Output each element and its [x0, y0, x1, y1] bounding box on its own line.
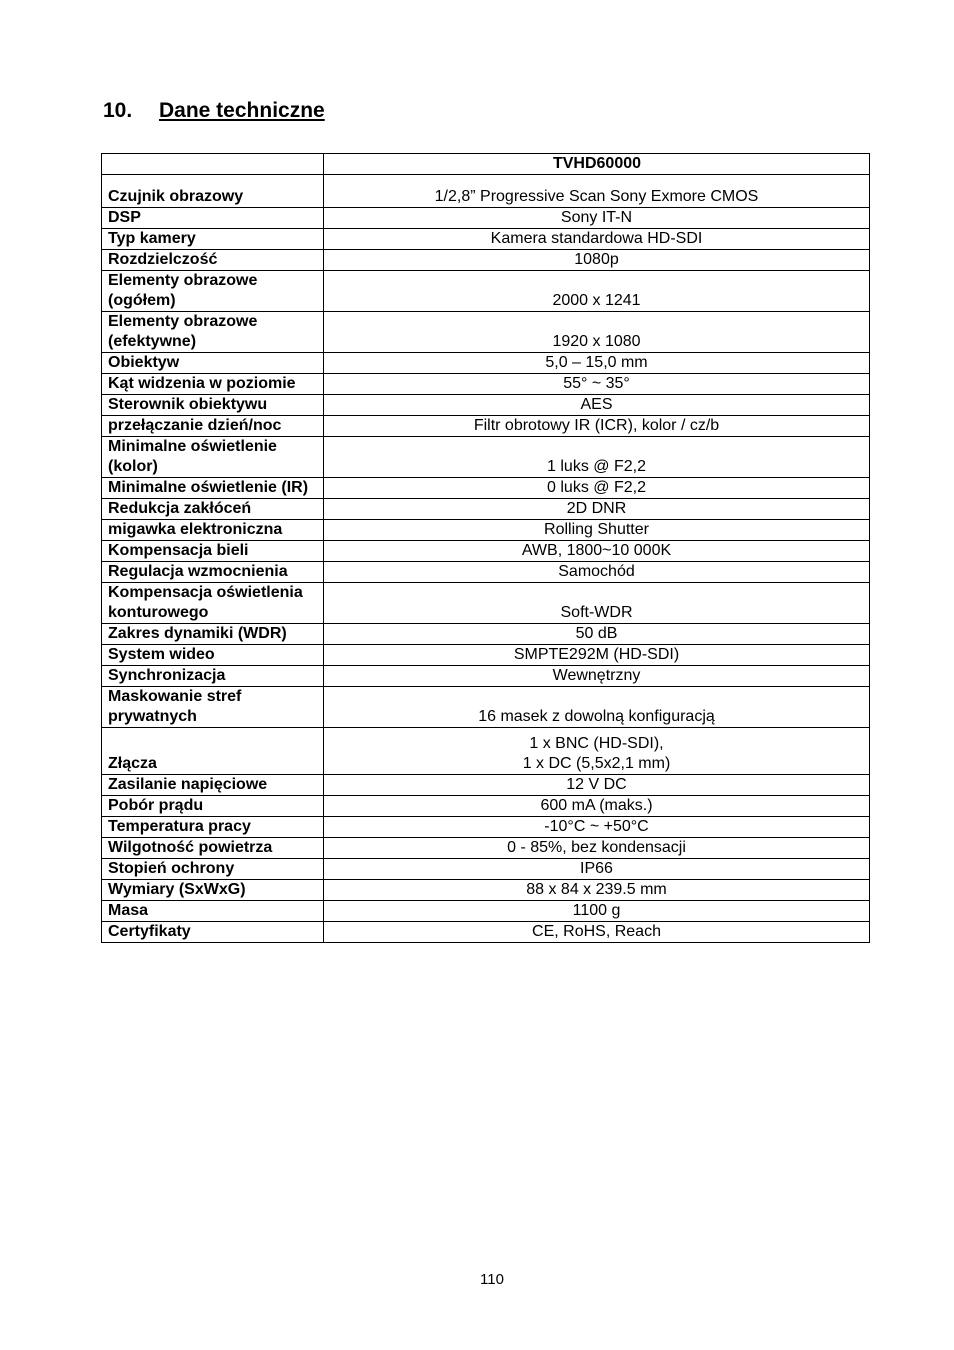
- spec-value: 5,0 – 15,0 mm: [324, 353, 870, 374]
- spec-value: Filtr obrotowy IR (ICR), kolor / cz/b: [324, 416, 870, 437]
- spec-label: przełączanie dzień/noc: [102, 416, 324, 437]
- header-label-cell: [102, 154, 324, 175]
- spec-label: Typ kamery: [102, 229, 324, 250]
- table-row: [102, 880, 870, 901]
- spec-value: 50 dB: [324, 624, 870, 645]
- table-row: [102, 312, 870, 353]
- spec-label: Kąt widzenia w poziomie: [102, 374, 324, 395]
- spec-value: Soft-WDR: [324, 583, 870, 624]
- table-row: [102, 817, 870, 838]
- table-row: [102, 229, 870, 250]
- table-row: [102, 728, 870, 775]
- spec-value: AES: [324, 395, 870, 416]
- spec-label: Złącza: [102, 728, 324, 775]
- spec-value: 12 V DC: [324, 775, 870, 796]
- spec-label: DSP: [102, 208, 324, 229]
- table-row: [102, 208, 870, 229]
- page-number: 110: [480, 1271, 504, 1288]
- table-header-row: [102, 154, 870, 175]
- table-row: [102, 520, 870, 541]
- table-row: [102, 271, 870, 312]
- table-row: [102, 416, 870, 437]
- table-row: [102, 478, 870, 499]
- spec-label: Sterownik obiektywu: [102, 395, 324, 416]
- spec-value: -10°C ~ +50°C: [324, 817, 870, 838]
- spec-value: 0 - 85%, bez kondensacji: [324, 838, 870, 859]
- specifications-table: [101, 153, 870, 943]
- specifications-body: [102, 175, 870, 943]
- table-row: [102, 499, 870, 520]
- table-row: [102, 562, 870, 583]
- spec-value: 1 luks @ F2,2: [324, 437, 870, 478]
- table-row: [102, 374, 870, 395]
- spec-label: System wideo: [102, 645, 324, 666]
- spec-value: 55° ~ 35°: [324, 374, 870, 395]
- spec-label: Wilgotność powietrza: [102, 838, 324, 859]
- spec-label: Zakres dynamiki (WDR): [102, 624, 324, 645]
- table-row: [102, 541, 870, 562]
- spec-label: Elementy obrazowe (efektywne): [102, 312, 324, 353]
- spec-value: SMPTE292M (HD-SDI): [324, 645, 870, 666]
- spec-value: Rolling Shutter: [324, 520, 870, 541]
- spec-value: 2000 x 1241: [324, 271, 870, 312]
- spec-value: AWB, 1800~10 000K: [324, 541, 870, 562]
- spec-label: Minimalne oświetlenie (IR): [102, 478, 324, 499]
- table-row: [102, 775, 870, 796]
- spec-label: Kompensacja bieli: [102, 541, 324, 562]
- spec-value: 1920 x 1080: [324, 312, 870, 353]
- table-row: [102, 583, 870, 624]
- spec-value: Samochód: [324, 562, 870, 583]
- table-row: [102, 645, 870, 666]
- spec-label: Masa: [102, 901, 324, 922]
- table-row: [102, 796, 870, 817]
- spec-label: Elementy obrazowe (ogółem): [102, 271, 324, 312]
- spec-label: Czujnik obrazowy: [102, 175, 324, 208]
- spec-label: Synchronizacja: [102, 666, 324, 687]
- spec-value: CE, RoHS, Reach: [324, 922, 870, 943]
- spec-value: 16 masek z dowolną konfiguracją: [324, 687, 870, 728]
- table-row: [102, 250, 870, 271]
- spec-value: 1/2,8” Progressive Scan Sony Exmore CMOS: [324, 175, 870, 208]
- section-number: 10.: [103, 99, 133, 122]
- header-model-cell: TVHD60000: [324, 154, 870, 175]
- table-row: [102, 666, 870, 687]
- spec-label: Maskowanie stref prywatnych: [102, 687, 324, 728]
- spec-label: Wymiary (SxWxG): [102, 880, 324, 901]
- table-row: [102, 901, 870, 922]
- spec-value-line: 1 x BNC (HD-SDI),: [529, 735, 664, 752]
- spec-value: 88 x 84 x 239.5 mm: [324, 880, 870, 901]
- spec-label: Obiektyw: [102, 353, 324, 374]
- table-row: [102, 687, 870, 728]
- spec-label: Pobór prądu: [102, 796, 324, 817]
- spec-value: Sony IT-N: [324, 208, 870, 229]
- table-row: [102, 624, 870, 645]
- spec-value: Kamera standardowa HD-SDI: [324, 229, 870, 250]
- spec-value: 1080p: [324, 250, 870, 271]
- spec-value: [324, 728, 870, 775]
- spec-label: Rozdzielczość: [102, 250, 324, 271]
- section-title: Dane techniczne: [159, 99, 325, 122]
- spec-label: Minimalne oświetlenie (kolor): [102, 437, 324, 478]
- spec-label: Certyfikaty: [102, 922, 324, 943]
- spec-value: Wewnętrzny: [324, 666, 870, 687]
- table-row: [102, 838, 870, 859]
- spec-label: Regulacja wzmocnienia: [102, 562, 324, 583]
- spec-value: 0 luks @ F2,2: [324, 478, 870, 499]
- spec-value: 600 mA (maks.): [324, 796, 870, 817]
- spec-label: Temperatura pracy: [102, 817, 324, 838]
- spec-label: Redukcja zakłóceń: [102, 499, 324, 520]
- spec-label: Stopień ochrony: [102, 859, 324, 880]
- spec-label: Zasilanie napięciowe: [102, 775, 324, 796]
- spec-value: IP66: [324, 859, 870, 880]
- table-row: [102, 437, 870, 478]
- spec-value-line: 1 x DC (5,5x2,1 mm): [522, 755, 671, 772]
- table-row: [102, 922, 870, 943]
- spec-value: 1100 g: [324, 901, 870, 922]
- spec-value: 2D DNR: [324, 499, 870, 520]
- table-row: [102, 395, 870, 416]
- spec-label: Kompensacja oświetlenia konturowego: [102, 583, 324, 624]
- table-row: [102, 353, 870, 374]
- spec-label: migawka elektroniczna: [102, 520, 324, 541]
- table-row: [102, 175, 870, 208]
- section-heading: [103, 99, 325, 123]
- table-row: [102, 859, 870, 880]
